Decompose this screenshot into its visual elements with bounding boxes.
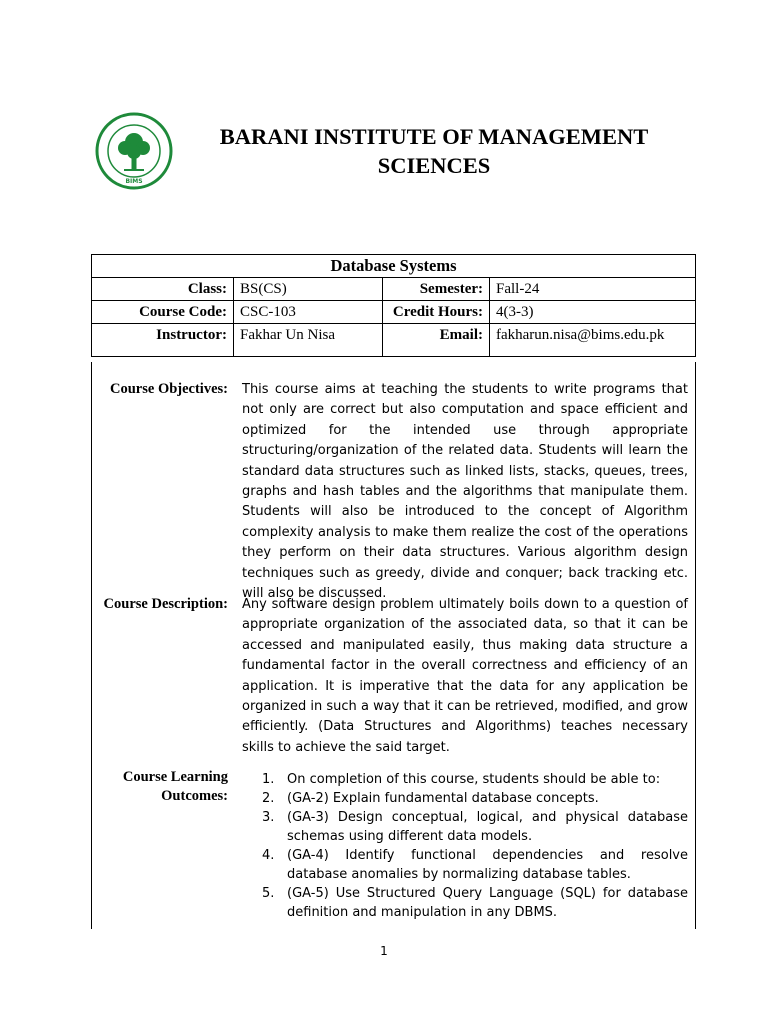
objectives-text: This course aims at teaching the students to write programs that not only are correct but also computation and space efficient and optimized for the intended use through appropriate structuring/organization of the related data. Students will learn the standard data structures such as linked lists, stacks, queues, trees, graphs and hash tables and the algorithms that manipulate them. Students will also be introduced to the concept of Algorithm complexity analysis to make them realize the cost of the operations they perform on their data structures. Various algorithm design techniques such as greedy, divide and conquer; back tracking etc. will also be discussed. xyxy=(242,382,688,602)
outcome-item xyxy=(242,789,688,808)
course-code-value: CSC-103 xyxy=(234,301,383,324)
outcome-number: 3. xyxy=(262,810,275,825)
outcomes-label-line2: Outcomes: xyxy=(161,788,228,804)
outcome-number: 1. xyxy=(262,772,275,787)
outcome-text: (GA-4) Identify functional dependencies and resolve database anomalies by normalizing database tables. xyxy=(287,848,688,882)
class-value: BS(CS) xyxy=(234,278,383,301)
email-label: Email: xyxy=(383,324,490,357)
instructor-label: Instructor: xyxy=(92,324,234,357)
outcome-text: (GA-5) Use Structured Query Language (SQL) for database definition and manipulation in any DBMS. xyxy=(287,886,688,920)
page-number: 1 xyxy=(380,944,388,958)
course-title: Database Systems xyxy=(92,255,696,278)
outcome-item xyxy=(242,884,688,922)
instructor-value: Fakhar Un Nisa xyxy=(234,324,383,357)
outcome-item xyxy=(242,846,688,884)
outcome-text: On completion of this course, students should be able to: xyxy=(287,772,661,787)
outcomes-label xyxy=(92,768,228,806)
semester-value: Fall-24 xyxy=(490,278,696,301)
outcome-item xyxy=(242,770,688,789)
semester-label: Semester: xyxy=(383,278,490,301)
course-code-label: Course Code: xyxy=(92,301,234,324)
outcome-item xyxy=(242,808,688,846)
institute-logo xyxy=(94,112,174,190)
email-value[interactable]: fakharun.nisa@bims.edu.pk xyxy=(490,324,696,357)
credit-hours-label: Credit Hours: xyxy=(383,301,490,324)
credit-hours-value: 4(3-3) xyxy=(490,301,696,324)
outcome-number: 2. xyxy=(262,791,275,806)
outcome-text: (GA-2) Explain fundamental database concepts. xyxy=(287,791,599,806)
institute-title: BARANI INSTITUTE OF MANAGEMENT SCIENCES xyxy=(219,124,649,178)
course-info-table xyxy=(91,254,696,357)
objectives-label: Course Objectives: xyxy=(110,381,228,397)
class-label: Class: xyxy=(92,278,234,301)
logo-abbr: BIMS xyxy=(125,178,143,185)
outcome-number: 5. xyxy=(262,886,275,901)
outcomes-label-line1: Course Learning xyxy=(122,769,228,785)
description-label: Course Description: xyxy=(103,596,228,612)
description-text: Any software design problem ultimately boils down to a question of appropriate organization of the associated data, so that it can be accessed and manipulated easily, thus making data structure a fundamental factor in the overall correctness and efficiency of an application. It is imperative that the data for any application be organized in such a way that it can be retrieved, modified, and grow efficiently. (Data Structures and Algorithms) teaches necessary skills to achieve the said target. xyxy=(242,597,688,755)
outcomes-list xyxy=(242,770,688,922)
outcome-text: (GA-3) Design conceptual, logical, and physical database schemas using different data models. xyxy=(287,810,688,844)
course-details-frame xyxy=(91,362,696,929)
outcome-number: 4. xyxy=(262,848,275,863)
